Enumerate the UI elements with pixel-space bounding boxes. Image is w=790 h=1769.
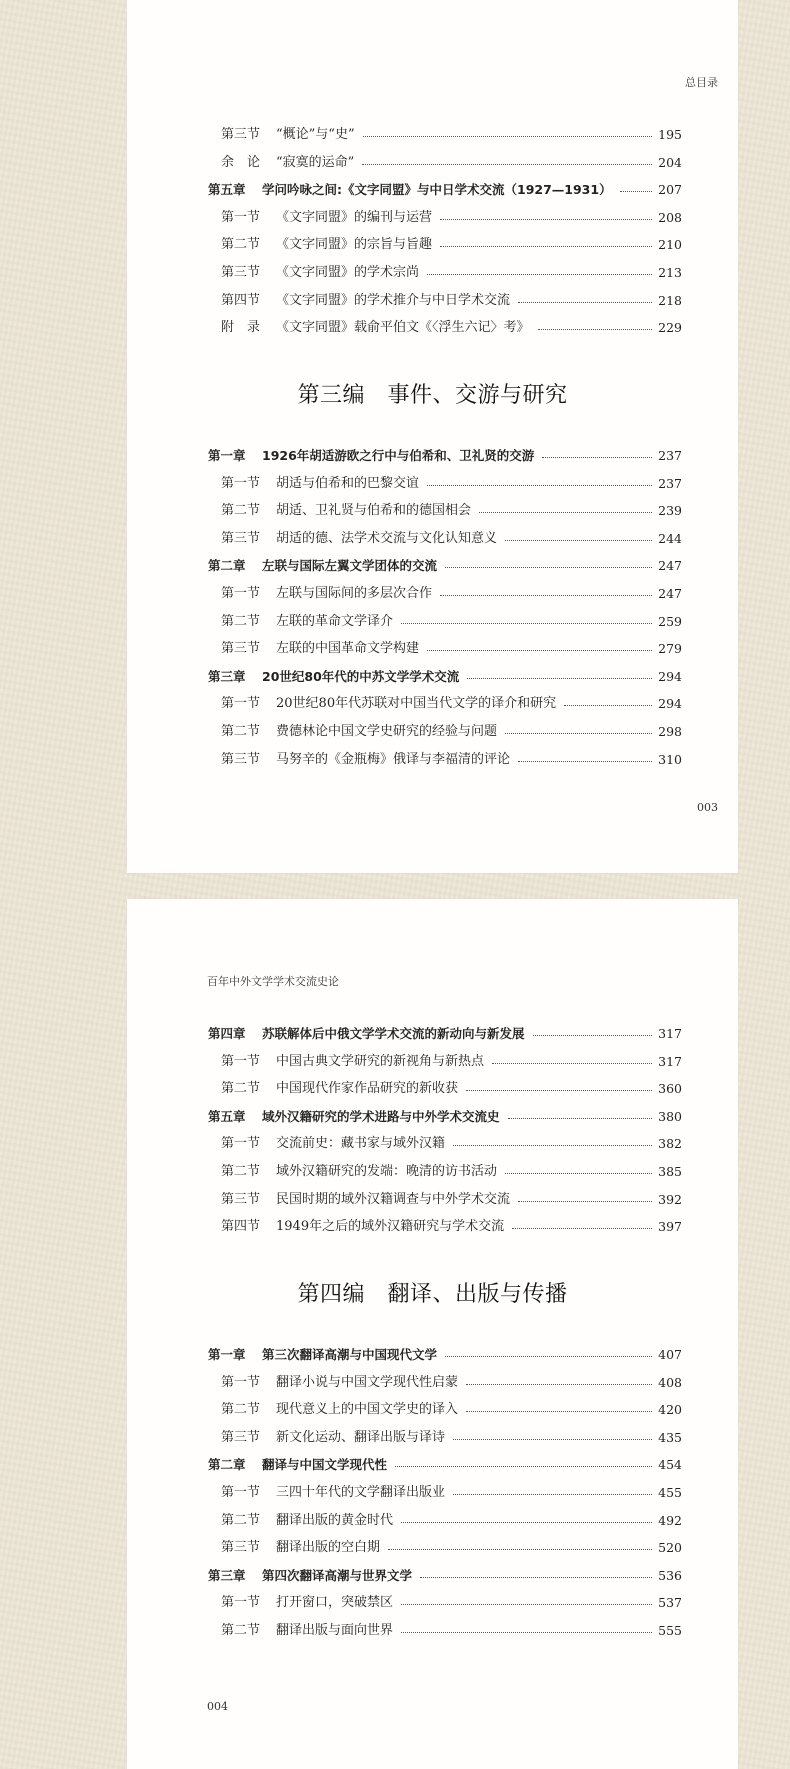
dot-leader [479,511,652,513]
entry-title: 翻译出版的黄金时代 [276,1512,394,1528]
entry-number: 第三节 [221,1191,261,1207]
entry-title: 《文字同盟》的宗旨与旨趣 [276,237,433,253]
entry-page-number: 455 [658,1485,682,1500]
entry-page-number: 420 [658,1402,682,1418]
dot-leader [362,163,652,165]
toc-section-entry [208,236,682,254]
toc-section-entry [208,319,682,337]
running-head: 总目录 [685,76,718,89]
entry-title: 中国现代作家作品研究的新收获 [276,1081,459,1097]
entry-title: 左联的革命文学译介 [276,613,394,629]
dot-leader [508,1117,652,1119]
entry-title: 民国时期的域外汉籍调查与中外学术交流 [276,1191,511,1207]
entry-number: 第二节 [221,503,261,519]
dot-leader [445,1355,652,1357]
dot-leader [440,218,652,220]
entry-number: 第三章 [208,668,246,684]
entry-title: 中国古典文学研究的新视角与新热点 [276,1053,485,1069]
entry-title: 第四次翻译高潮与世界文学 [262,1567,413,1583]
entry-page-number: 454 [658,1457,682,1473]
dot-leader [427,649,652,651]
entry-number: 第三节 [221,1429,261,1445]
entry-page-number: 380 [658,1108,682,1124]
entry-title: 胡适与伯希和的巴黎交谊 [276,475,420,491]
entry-title: 翻译出版的空白期 [276,1540,381,1556]
toc-chapter-entry [208,1567,682,1585]
toc-section-entry [208,1374,682,1392]
entry-page-number: 210 [658,237,682,253]
entry-title: “寂寞的运命” [276,154,355,170]
entry-number: 第四节 [221,1219,261,1235]
entry-number: 第三节 [221,641,261,657]
entry-title: 翻译出版与面向世界 [276,1623,394,1638]
entry-page-number: 382 [658,1136,682,1152]
entry-number: 第四节 [221,292,261,308]
entry-page-number: 247 [658,558,682,574]
entry-title: 马努辛的《金瓶梅》俄译与李福清的评论 [276,751,511,767]
entry-number: 第三章 [208,1567,246,1583]
entry-title: 打开窗口，突破禁区 [276,1595,394,1611]
entry-page-number: 207 [658,182,682,198]
entry-page-number: 317 [658,1026,682,1041]
entry-number: 第二节 [221,1402,261,1418]
dot-leader [445,566,652,568]
toc-section-entry [208,723,682,741]
toc-section-entry [208,1053,682,1071]
toc-section-entry [208,264,682,282]
entry-number: 第一节 [221,696,261,712]
toc-chapter-entry [208,447,682,465]
toc-chapter-entry [208,557,682,575]
entry-page-number: 392 [658,1191,682,1207]
entry-number: 第二章 [208,558,246,574]
entry-number: 第一节 [221,1485,261,1500]
entry-page-number: 408 [658,1374,682,1390]
entry-number: 第三节 [221,265,261,280]
entry-number: 第五章 [208,182,246,198]
part-title: 第三编 事件、交游与研究 [297,383,568,408]
toc-chapter-entry [208,1025,682,1043]
book-page-003 [127,0,738,873]
entry-number: 第一节 [221,475,261,491]
toc-section-entry [208,1429,682,1447]
entry-number: 第一章 [208,1347,246,1362]
toc-section-entry [208,1191,682,1209]
dot-leader [505,539,652,541]
entry-number: 第一节 [221,209,261,225]
entry-page-number: 247 [658,586,682,601]
entry-title: 翻译与中国文学现代性 [262,1457,388,1473]
entry-page-number: 195 [658,127,682,142]
toc-section-entry [208,751,682,769]
entry-page-number: 435 [658,1429,682,1445]
entry-page-number: 298 [658,724,682,739]
entry-page-number: 520 [658,1540,682,1556]
dot-leader [401,622,652,624]
entry-page-number: 244 [658,530,682,546]
entry-title: 费德林论中国文学史研究的经验与问题 [276,724,498,739]
entry-title: 域外汉籍研究的学术进路与中外学术交流史 [262,1108,500,1124]
entry-page-number: 229 [658,320,682,336]
dot-leader [427,484,652,486]
entry-title: 三四十年代的文学翻译出版业 [276,1485,446,1500]
entry-number: 第四章 [208,1026,246,1041]
entry-title: 左联与国际间的多层次合作 [276,586,433,601]
entry-page-number: 397 [658,1219,682,1235]
book-page-004 [127,899,738,1769]
entry-number: 第三节 [221,751,261,767]
dot-leader [453,1493,652,1495]
dot-leader [538,328,652,330]
dot-leader [564,704,652,706]
dot-leader [466,1410,652,1412]
entry-title: 20世纪80年代苏联对中国当代文学的译介和研究 [276,696,557,712]
toc-section-entry [208,1135,682,1153]
toc-chapter-entry [208,1108,682,1126]
entry-number: 第一节 [221,586,261,601]
toc-section-entry [208,1622,682,1640]
entry-title: 交流前史：藏书家与域外汉籍 [276,1136,446,1152]
dot-leader [453,1438,652,1440]
entry-title: 20世纪80年代的中苏文学学术交流 [262,668,460,684]
dot-leader [518,760,652,762]
toc-section-entry [208,209,682,227]
entry-number: 第三节 [221,1540,261,1556]
toc-section-entry [208,585,682,603]
entry-title: 1949年之后的域外汉籍研究与学术交流 [276,1219,505,1235]
toc-chapter-entry [208,181,682,199]
dot-leader [492,1062,652,1064]
entry-page-number: 218 [658,292,682,308]
entry-page-number: 536 [658,1567,682,1583]
entry-number: 第三节 [221,530,261,546]
entry-number: 第五章 [208,1108,246,1124]
toc-section-entry [208,695,682,713]
entry-page-number: 208 [658,209,682,225]
dot-leader [395,1465,652,1467]
toc-chapter-entry [208,668,682,686]
part-title: 第四编 翻译、出版与传播 [297,1282,568,1307]
dot-leader [401,1631,652,1633]
dot-leader [401,1521,652,1523]
entry-title: 第三次翻译高潮与中国现代文学 [262,1347,438,1362]
entry-page-number: 537 [658,1595,682,1611]
entry-page-number: 239 [658,503,682,519]
toc-section-entry [208,530,682,548]
dot-leader [542,456,652,458]
entry-page-number: 317 [658,1053,682,1069]
toc-chapter-entry [208,1456,682,1474]
entry-title: 胡适、卫礼贤与伯希和的德国相会 [276,503,472,519]
toc-section-entry [208,1484,682,1502]
dot-leader [440,594,652,596]
entry-page-number: 237 [658,475,682,491]
entry-number: 余 论 [221,154,261,170]
toc-section-entry [208,1594,682,1612]
toc-section-entry [208,1163,682,1181]
dot-leader [466,1089,652,1091]
entry-page-number: 204 [658,154,682,170]
entry-title: 现代意义上的中国文学史的译入 [276,1402,459,1418]
toc-section-entry [208,1401,682,1419]
toc-section-entry [208,502,682,520]
dot-leader [427,273,652,275]
entry-number: 附 录 [221,320,261,336]
entry-page-number: 259 [658,613,682,629]
entry-page-number: 279 [658,641,682,657]
entry-page-number: 213 [658,265,682,280]
dot-leader [518,301,652,303]
toc-section-entry [208,475,682,493]
entry-page-number: 237 [658,448,682,463]
entry-number: 第一节 [221,1595,261,1611]
dot-leader [518,1200,652,1202]
entry-number: 第二节 [221,724,261,739]
dot-leader [505,1172,652,1174]
entry-title: 域外汉籍研究的发端：晚清的访书活动 [276,1164,498,1179]
toc-section-entry [208,154,682,172]
entry-number: 第一节 [221,1053,261,1069]
entry-title: 1926年胡适游欧之行中与伯希和、卫礼贤的交游 [262,448,535,463]
dot-leader [453,1144,652,1146]
dot-leader [420,1576,652,1578]
dot-leader [440,245,652,247]
toc-section-entry [208,126,682,144]
page-number: 003 [697,801,718,814]
toc-section-entry [208,640,682,658]
entry-title: 《文字同盟》的学术宗尚 [276,265,420,280]
entry-title: 新文化运动、翻译出版与译诗 [276,1429,446,1445]
dot-leader [620,190,652,192]
dot-leader [533,1034,652,1036]
toc-section-entry [208,613,682,631]
entry-number: 第一节 [221,1136,261,1152]
entry-title: 胡适的德、法学术交流与文化认知意义 [276,530,498,546]
entry-number: 第二章 [208,1457,246,1473]
entry-number: 第二节 [221,1081,261,1097]
toc-chapter-entry [208,1346,682,1364]
entry-title: “概论”与“史” [276,127,355,142]
entry-page-number: 294 [658,696,682,712]
entry-page-number: 385 [658,1164,682,1179]
toc-section-entry [208,1080,682,1098]
entry-number: 第一节 [221,1374,261,1390]
entry-number: 第三节 [221,127,261,142]
entry-title: 《文字同盟》的学术推介与中日学术交流 [276,292,511,308]
entry-title: 左联与国际左翼文学团体的交流 [262,558,438,574]
entry-page-number: 310 [658,751,682,767]
entry-title: 苏联解体后中俄文学学术交流的新动向与新发展 [262,1026,525,1041]
entry-number: 第二节 [221,1164,261,1179]
dot-leader [401,1603,652,1605]
entry-page-number: 555 [658,1623,682,1638]
toc-section-entry [208,1539,682,1557]
entry-title: 学问吟咏之间:《文字同盟》与中日学术交流（1927—1931） [262,182,612,198]
entry-title: 左联的中国革命文学构建 [276,641,420,657]
toc-section-entry [208,1218,682,1236]
dot-leader [363,135,652,137]
dot-leader [505,732,652,734]
entry-number: 第二节 [221,1623,261,1638]
entry-page-number: 492 [658,1512,682,1528]
entry-page-number: 294 [658,668,682,684]
entry-page-number: 360 [658,1081,682,1097]
dot-leader [388,1548,652,1550]
dot-leader [512,1227,652,1229]
entry-title: 翻译小说与中国文学现代性启蒙 [276,1374,459,1390]
toc-section-entry [208,292,682,310]
dot-leader [467,677,652,679]
running-head: 百年中外文学学术交流史论 [207,975,339,988]
entry-number: 第二节 [221,237,261,253]
entry-title: 《文字同盟》载俞平伯文《〈浮生六记〉考》 [276,320,530,336]
entry-page-number: 407 [658,1347,682,1362]
toc-section-entry [208,1512,682,1530]
page-number: 004 [207,1700,228,1713]
dot-leader [466,1383,652,1385]
entry-number: 第二节 [221,613,261,629]
entry-title: 《文字同盟》的编刊与运营 [276,209,433,225]
entry-number: 第二节 [221,1512,261,1528]
entry-number: 第一章 [208,448,246,463]
